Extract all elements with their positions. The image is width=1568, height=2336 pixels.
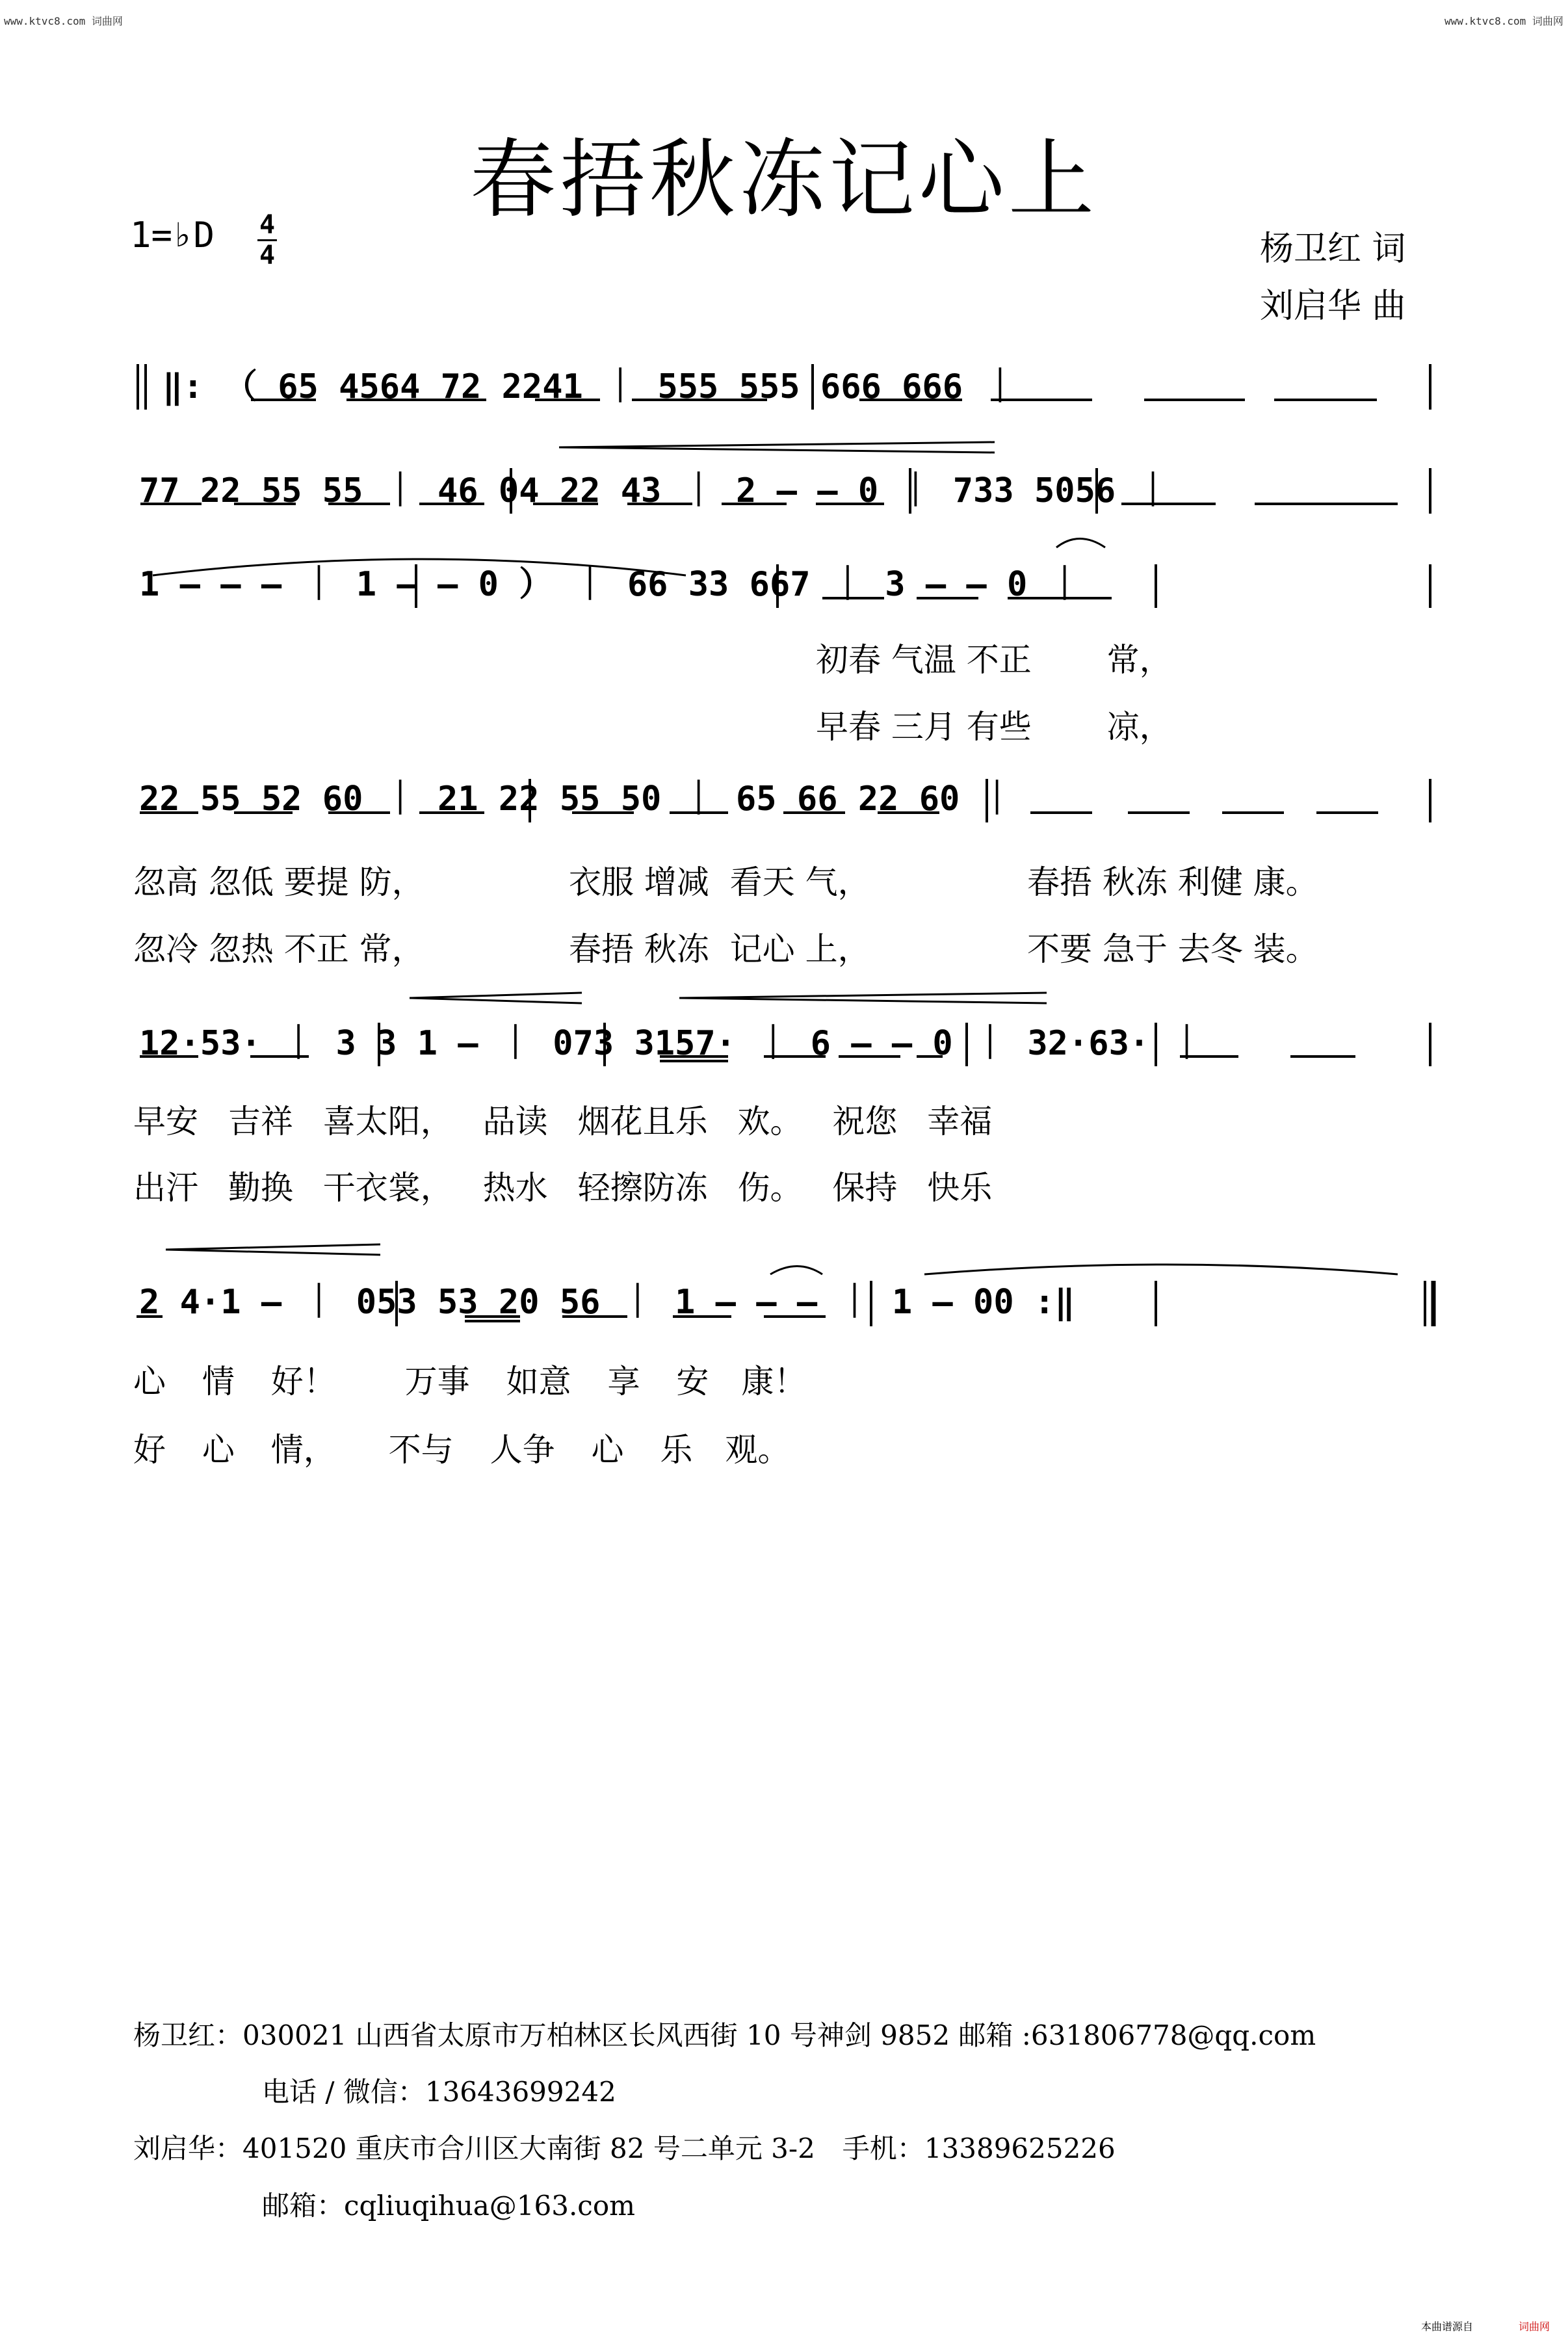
- contact-lyricist-phone: 电话 / 微信：13643699242: [262, 2076, 616, 2108]
- lyric-row4-verse2-a: 忽冷 忽热 不正 常，: [133, 930, 425, 968]
- contact-lyricist-address: 杨卫红：030021 山西省太原市万柏林区长风西街 10 号神剑 9852 邮箱 :631806778@qq.com: [133, 2019, 1316, 2051]
- site-watermark-right: www.ktvc8.com 词曲网: [1444, 15, 1563, 27]
- lyric-row3-verse1: 初春 气温 不正 常，: [816, 641, 1172, 679]
- footer-source-label: 本曲谱源自: [1421, 2320, 1474, 2333]
- score-row-5: 12·53· ｜ 3 3 1 – ｜ 073 3157· ｜ 6 – – 0 ｜ 32·63· ｜: [139, 1024, 1204, 1063]
- lyric-row4-verse2-b: 春捂 秋冻 记心 上，: [569, 930, 870, 968]
- score-row-3: 1 – – – ｜ 1 – – 0 ） ｜ 66 33 667 ｜ 3 – – 0 ｜: [139, 565, 1082, 604]
- lyricist-credit: 杨卫红 词: [1260, 230, 1406, 269]
- lyric-row5-verse2: 出汗 勤换 干衣裳， 热水 轻擦防冻 伤。 保持 快乐: [133, 1169, 993, 1207]
- key-signature: 1=♭D: [130, 215, 215, 256]
- lyric-row4-verse2-c: 不要 急于 去冬 装。: [1027, 930, 1318, 968]
- site-watermark-left: www.ktvc8.com 词曲网: [4, 15, 123, 27]
- lyric-row3-verse2: 早春 三月 有些 凉，: [816, 708, 1172, 746]
- lyric-row4-verse1-a: 忽高 忽低 要提 防，: [133, 863, 425, 901]
- lyric-row4-verse1-b: 衣服 增减 看天 气，: [569, 863, 870, 901]
- composer-credit: 刘启华 曲: [1260, 287, 1406, 326]
- score-row-1: ‖: （ 65 4564 72 2241 ｜ 555 555 666 666 ｜: [163, 367, 1017, 406]
- song-title: 春捂秋冻记心上: [470, 130, 1098, 230]
- contact-composer-email: 邮箱：cqliuqihua@163.com: [262, 2190, 635, 2222]
- time-signature-bottom: 4: [259, 241, 276, 270]
- lyric-row5-verse1: 早安 吉祥 喜太阳， 品读 烟花且乐 欢。 祝您 幸福: [133, 1103, 993, 1140]
- contact-composer-address: 刘启华：401520 重庆市合川区大南街 82 号二单元 3-2 手机：13389625226: [133, 2133, 1116, 2164]
- time-signature-top: 4: [259, 210, 276, 240]
- lyric-row6-verse1: 心 情 好！ 万事 如意 享 安 康！: [133, 1363, 807, 1400]
- lyric-row4-verse1-c: 春捂 秋冻 利健 康。: [1027, 863, 1318, 901]
- score-row-2: 77 22 55 55 ｜ 46 04 22 43 ｜ 2 – – 0 ｜ 733 5056 ｜: [139, 471, 1170, 510]
- score-row-6: 2 4·1 – ｜ 053 53 20 56 ｜ 1 – – – ｜ 1 – 00 :‖: [139, 1283, 1075, 1322]
- lyric-row6-verse2: 好 心 情， 不与 人争 心 乐 观。: [133, 1431, 791, 1469]
- score-row-4: 22 55 52 60 ｜ 21 22 55 50 ｜ 65 66 22 60 ｜: [139, 780, 1014, 819]
- footer-site-label: 词曲网: [1519, 2320, 1550, 2333]
